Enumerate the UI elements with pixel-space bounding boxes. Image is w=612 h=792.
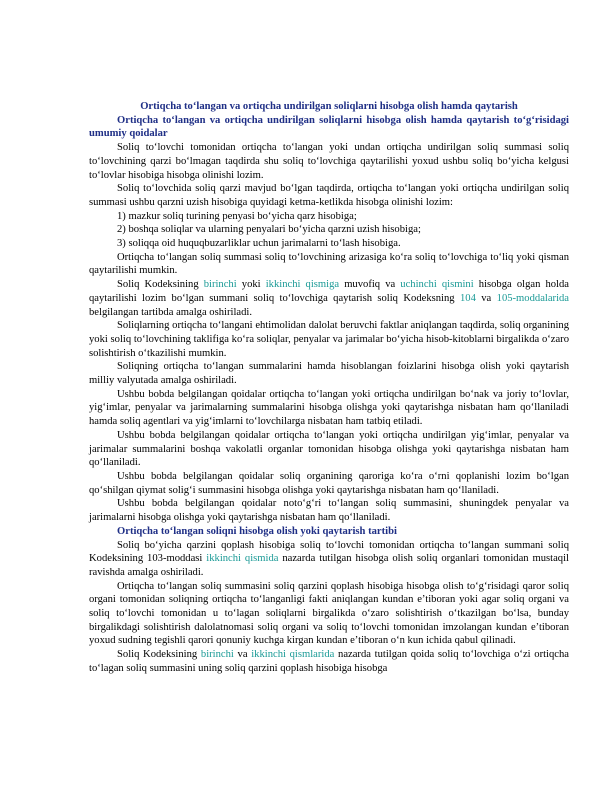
paragraph-with-links — [89, 539, 569, 580]
link-104[interactable]: 104 — [459, 292, 476, 304]
section-heading-general-rules: Ortiqcha to‘langan va ortiqcha undirilgan soliqlarni hisobga olish hamda qaytarish to‘g‘risidagi umumiy qoidalar — [89, 114, 569, 140]
paragraph: Ushbu bobda belgilangan qoidalar ortiqcha to‘langan yoki ortiqcha undirilgan bo‘nak va joriy to‘lovlar, yig‘imlar, penyalar va jarimalarning summalarini hisobga olishga yoki qaytarishga nisbatan ham qo‘llaniladi hamda soliq agentlari va yig‘imlarni to‘lovchilarga nisbatan ham tatbiq etiladi. — [89, 388, 569, 428]
link-ikkinchi-qismiga[interactable]: ikkinchi qismiga — [265, 279, 340, 291]
text-span: Soliq Kodeksining — [117, 279, 204, 291]
text-span: muvofiq va — [339, 279, 401, 291]
link-ikkinchi-qismlarida[interactable]: ikkinchi qismlarida — [251, 649, 335, 661]
text-span: yoki — [236, 279, 266, 291]
paragraph: Ushbu bobda belgilangan qoidalar noto‘g‘ri to‘langan soliq summasini, shuningdek penyalar va jarimalarni hisobga olishga yoki qaytarishga nisbatan ham qo‘llaniladi. — [89, 498, 569, 524]
paragraph-with-links — [89, 648, 569, 675]
paragraph: Soliq to‘lovchi tomonidan ortiqcha to‘langan yoki undan ortiqcha undirilgan soliq summasi soliq to‘lovchining qarzi bo‘lmagan taqdirda shu soliq to‘lovchiga qaytarilishi yoxud ushbu soliq bo‘yicha kelgusi to‘lovlar hisobiga hisobga olinishi lozim. — [89, 142, 569, 181]
list-item: 3) soliqqa oid huquqbuzarliklar uchun jarimalarni to‘lash hisobiga. — [117, 238, 401, 250]
link-ikkinchi-qismida[interactable]: ikkinchi qismida — [206, 553, 279, 565]
text-span: hisobga olgan holda qaytarilishi lozim bo‘lgan summani soliq to‘lovchiga qaytarish soliq Kodeksning — [89, 279, 570, 304]
paragraph: Soliqning ortiqcha to‘langan summalarini hamda hisoblangan foizlarini hisobga olish yoki qaytarish milliy valyutada amalga oshiriladi. — [89, 361, 569, 387]
text-span: nazarda tutilgan hisobga olish soliq organlari tomonidan mustaqil ravishda amalga oshiriladi. — [89, 553, 569, 578]
paragraph: Ushbu bobda belgilangan qoidalar ortiqcha to‘langan yoki ortiqcha undirilgan yig‘imlar, penyalar va jarimalar summalarini boshqa vakolatli organlar tomonidan hisobga olishga yoki qaytarishga nisbatan ham qo‘llaniladi. — [89, 429, 569, 469]
list-item: 2) boshqa soliqlar va ularning penyalari bo‘yicha qarzni uzish hisobiga; — [117, 224, 421, 236]
paragraph: Soliq to‘lovchida soliq qarzi mavjud bo‘lgan taqdirda, ortiqcha to‘langan yoki ortiqcha undirilgan soliq summasi ushbu qarzni uzish hisobiga quyidagi ketma-ketlikda hisobga olinishi lozim: — [89, 183, 569, 208]
paragraph: Soliqlarning ortiqcha to‘langani ehtimolidan dalolat beruvchi faktlar aniqlangan taqdirda, soliq organining yoki soliq to‘lovchining taklifiga ko‘ra soliqlar, penyalar va jarimalar bo‘yicha hisob-kitoblarni birgalikda o‘zaro solishtirish o‘tkazilishi mumkin. — [89, 320, 569, 359]
text-span: Soliq bo‘yicha qarzini qoplash hisobiga soliq to‘lovchi tomonidan ortiqcha to‘langan summani soliq Kodeksining 103-moddasi — [89, 539, 569, 565]
page-title: Ortiqcha to‘langan va ortiqcha undirilgan soliqlarni hisobga olish hamda qaytarish — [140, 101, 518, 112]
document-page — [89, 100, 569, 676]
list-item: 1) mazkur soliq turining penyasi bo‘yicha qarz hisobiga; — [117, 210, 357, 222]
paragraph: Ortiqcha to‘langan soliq summasi soliq to‘lovchining arizasiga ko‘ra soliq to‘lovchiga to‘liq yoki qisman qaytarilishi mumkin. — [89, 251, 569, 277]
paragraph: Ushbu bobda belgilangan qoidalar soliq organining qaroriga ko‘ra o‘rni qoplanishi lozim bo‘lgan qo‘shilgan qiymat solig‘i summasini hisobga olishga yoki qaytarishga nisbatan ham qo‘llaniladi. — [89, 470, 569, 496]
text-span: va — [233, 649, 252, 661]
link-birinchi[interactable]: birinchi — [200, 649, 234, 661]
text-span: belgilangan tartibda amalga oshiriladi. — [89, 306, 252, 318]
paragraph-with-links — [89, 278, 569, 319]
text-span: nazarda tutilgan qoida soliq to‘lovchiga o‘zi ortiqcha to‘lagan soliq summasini uning soliq qarzini qoplash hisobiga hisobga — [89, 649, 569, 674]
link-birinchi[interactable]: birinchi — [203, 279, 237, 291]
section-heading-procedure: Ortiqcha to‘langan soliqni hisobga olish yoki qaytarish tartibi — [117, 525, 397, 537]
paragraph: Ortiqcha to‘langan soliq summasini soliq qarzini qoplash hisobiga hisobga olish to‘g‘risidagi qaror soliq organi tomonidan soliqning ortiqcha to‘langanligi fakti aniqlangan kundan e’tiboran yoki agar soliq organi va soliq to‘lovchi tomonidan u to‘lagan soliqlarni birgalikda o‘zaro solishtirish o‘tkazilgan bo‘lsa, bunday birgalikdagi solishtirish dalolatnomasi soliq organi va soliq to‘lovchi tomonidan imzolangan kundan e’tiboran yoxud sudning tegishli qarori qonuniy kuchga kirgan kundan e’tiboran o‘n kun ichida qabul qilinadi. — [89, 580, 569, 647]
text-span: va — [475, 292, 497, 304]
text-span: Soliq Kodeksining — [117, 649, 201, 661]
link-uchinchi-qismini[interactable]: uchinchi qismini — [400, 279, 474, 291]
link-105-moddalarida[interactable]: 105-moddalarida — [496, 292, 570, 304]
